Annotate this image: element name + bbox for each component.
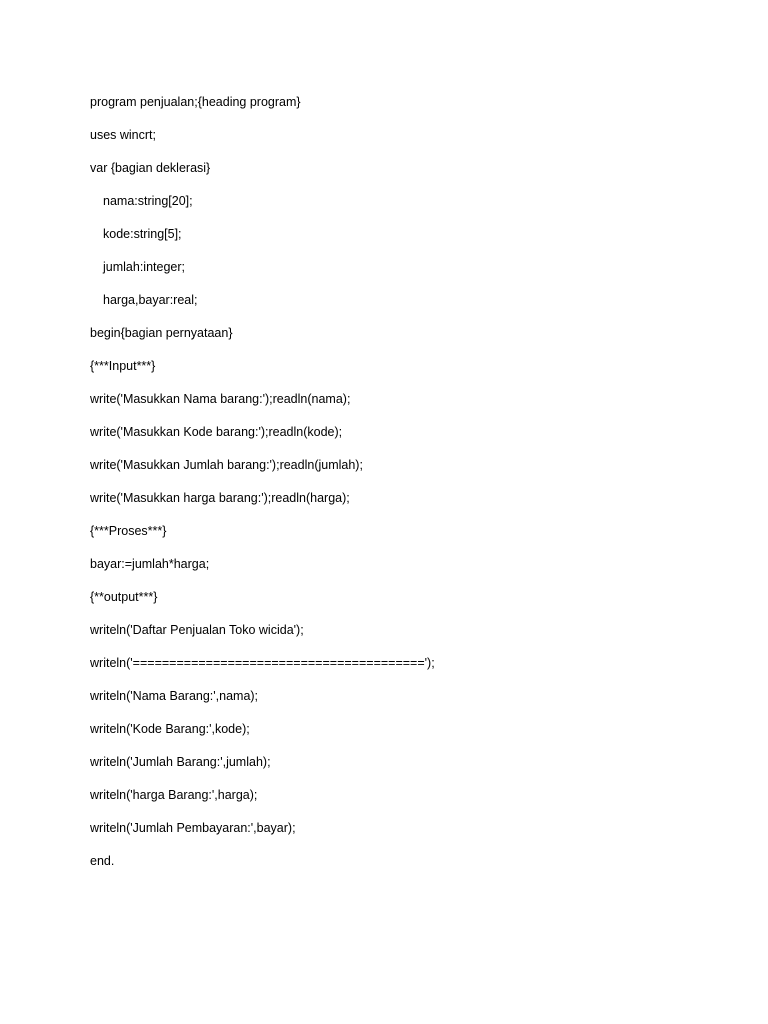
code-line: writeln('Nama Barang:',nama);	[90, 689, 259, 703]
code-line: uses wincrt;	[90, 128, 156, 142]
code-line: jumlah:integer;	[103, 260, 185, 274]
code-line: var {bagian deklerasi}	[90, 161, 211, 175]
code-line: write('Masukkan Nama barang:');readln(nama);	[90, 392, 351, 406]
code-line: bayar:=jumlah*harga;	[90, 557, 210, 571]
code-line: writeln('Daftar Penjualan Toko wicida');	[90, 623, 304, 637]
code-line: {***Input***}	[90, 359, 156, 373]
code-line: writeln('harga Barang:',harga);	[90, 788, 258, 802]
code-line: writeln('Jumlah Barang:',jumlah);	[90, 755, 271, 769]
code-line: write('Masukkan harga barang:');readln(harga);	[90, 491, 350, 505]
code-line: write('Masukkan Jumlah barang:');readln(jumlah);	[90, 458, 363, 472]
code-line: program penjualan;{heading program}	[90, 95, 301, 109]
code-line: harga,bayar:real;	[103, 293, 198, 307]
code-line: kode:string[5];	[103, 227, 182, 241]
code-line: end.	[90, 854, 115, 868]
code-line: nama:string[20];	[103, 194, 193, 208]
code-listing	[90, 92, 435, 884]
code-line: {***Proses***}	[90, 524, 167, 538]
code-line: begin{bagian pernyataan}	[90, 326, 233, 340]
code-line: {**output***}	[90, 590, 158, 604]
code-line: write('Masukkan Kode barang:');readln(kode);	[90, 425, 343, 439]
code-line: writeln('========================================');	[90, 656, 435, 670]
code-line: writeln('Kode Barang:',kode);	[90, 722, 250, 736]
code-line: writeln('Jumlah Pembayaran:',bayar);	[90, 821, 296, 835]
